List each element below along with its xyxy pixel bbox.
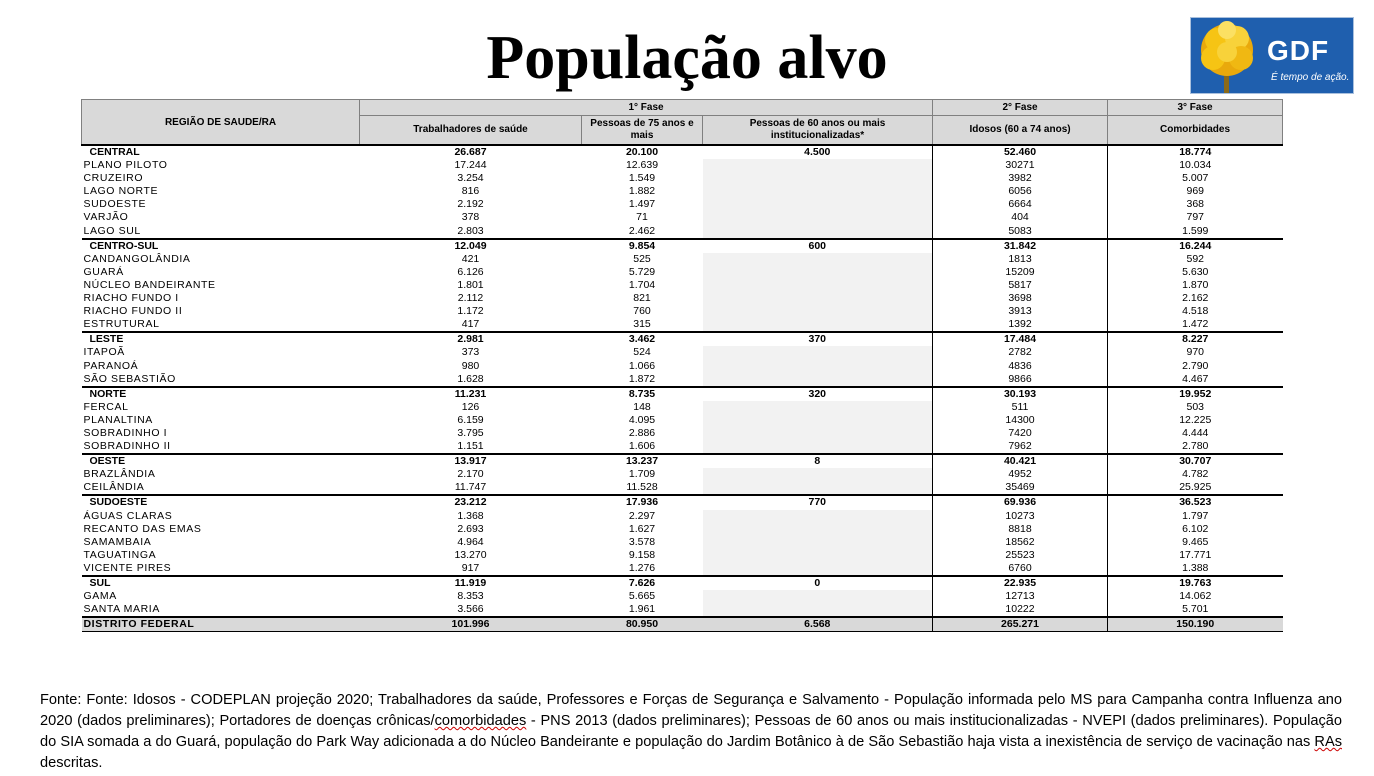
value-cell: 3913	[1008, 305, 1032, 318]
value-cell: 2.803	[457, 224, 484, 237]
value-cell: 525	[633, 252, 651, 265]
value-cell: 404	[1011, 211, 1029, 224]
value-cell: 4.467	[1108, 373, 1283, 387]
value-cell: 12.225	[1108, 414, 1283, 427]
region-name-cell: SAMAMBAIA	[83, 535, 152, 548]
population-table	[81, 99, 1283, 632]
value-cell: 2782	[1008, 346, 1032, 359]
value-cell: 1.368	[457, 509, 484, 522]
table-row	[82, 468, 1283, 481]
value-cell: 1.606	[628, 440, 656, 453]
source-note	[40, 690, 1342, 774]
table-row	[82, 225, 1283, 239]
value-cell: 511	[1011, 400, 1029, 413]
value-cell: 23.212	[360, 495, 582, 509]
value-cell: 1.801	[457, 278, 484, 291]
region-name-cell: CRUZEIRO	[83, 172, 144, 185]
value-cell: 1.870	[1108, 279, 1283, 292]
value-cell: 6.159	[457, 413, 484, 426]
value-cell	[703, 346, 933, 359]
value-cell	[703, 211, 933, 224]
value-cell: 1813	[1008, 252, 1032, 265]
value-cell: 3.795	[457, 426, 484, 439]
region-name-cell: SUDOESTE	[82, 495, 360, 509]
value-cell: 5.701	[1108, 603, 1283, 617]
value-cell	[703, 510, 933, 523]
yellow-tree-icon	[1191, 18, 1267, 94]
region-name-cell: CENTRAL	[82, 145, 360, 159]
value-cell: 4.500	[703, 145, 933, 159]
table-row	[82, 318, 1283, 332]
page-title: População alvo	[486, 24, 888, 92]
value-cell: 3.566	[457, 603, 484, 616]
value-cell: 1.628	[457, 372, 484, 385]
value-cell: 13.270	[454, 548, 487, 561]
value-cell: 524	[633, 346, 651, 359]
table-row	[82, 346, 1283, 359]
source-text-3: - PNS 2013 (dados preliminares); Pessoas de 60 anos ou mais institucionalizadas - NVEPI (dados preliminares). População do SIA somada a do Guará, população do Park Way adicionada a do Núcleo Bandeirante e população do Jardim Botânico à de São Sebastião haja vista a inexistência de serviço de vacinação nas	[40, 713, 1342, 750]
value-cell: 8.735	[582, 387, 703, 401]
value-cell: 1.388	[1108, 562, 1283, 576]
region-name-cell: VICENTE PIRES	[83, 561, 172, 574]
value-cell: 1.472	[1108, 318, 1283, 332]
value-cell: 370	[703, 332, 933, 346]
value-cell: 26.687	[360, 145, 582, 159]
value-cell: 2.170	[457, 468, 484, 481]
value-cell: 4.518	[1108, 305, 1283, 318]
value-cell	[703, 549, 933, 562]
value-cell	[703, 305, 933, 318]
value-cell: 12.049	[360, 239, 582, 253]
value-cell: 3.578	[628, 535, 656, 548]
value-cell: 69.936	[933, 495, 1108, 509]
region-name-cell: NORTE	[82, 387, 360, 401]
value-cell: 13.237	[582, 454, 703, 468]
value-cell: 1.704	[628, 278, 656, 291]
source-text-4: RAs	[1314, 734, 1342, 750]
region-name-cell: CEILÂNDIA	[83, 481, 145, 494]
logo-text: GDF	[1267, 35, 1330, 66]
value-cell: 7.626	[582, 576, 703, 590]
value-cell: 35469	[1005, 481, 1035, 494]
value-cell: 148	[633, 400, 651, 413]
table-row	[82, 562, 1283, 576]
value-cell: 5.007	[1108, 172, 1283, 185]
phase-1-header: 1° Fase	[360, 100, 933, 116]
value-cell: 2.462	[628, 224, 656, 237]
value-cell: 52.460	[933, 145, 1108, 159]
value-cell: 5817	[1008, 278, 1032, 291]
value-cell: 7420	[1008, 426, 1032, 439]
value-cell	[703, 401, 933, 414]
value-cell: 150.190	[1108, 617, 1283, 632]
region-group-row	[82, 239, 1283, 253]
value-cell: 1392	[1008, 318, 1032, 331]
region-name-cell: SOBRADINHO I	[83, 426, 168, 439]
value-cell: 9.158	[628, 548, 656, 561]
value-cell: 980	[461, 359, 480, 372]
value-cell: 2.790	[1108, 360, 1283, 373]
table-row	[82, 536, 1283, 549]
table-row	[82, 360, 1283, 373]
region-group-row	[82, 332, 1283, 346]
value-cell: 40.421	[933, 454, 1108, 468]
source-text-5: descritas.	[40, 755, 103, 771]
region-name-cell: RECANTO DAS EMAS	[83, 522, 202, 535]
value-cell: 11.919	[360, 576, 582, 590]
value-cell: 1.627	[628, 522, 656, 535]
table-row	[82, 211, 1283, 224]
value-cell: 265.271	[933, 617, 1108, 632]
value-cell: 2.780	[1108, 440, 1283, 454]
table-row	[82, 590, 1283, 603]
table-row	[82, 185, 1283, 198]
region-name-cell: ÁGUAS CLARAS	[83, 509, 173, 522]
region-name-cell: GUARÁ	[83, 265, 124, 278]
region-group-row	[82, 454, 1283, 468]
value-cell: 421	[461, 252, 480, 265]
table-row	[82, 159, 1283, 172]
value-cell: 8.353	[457, 590, 484, 603]
region-name-cell: LAGO SUL	[83, 224, 141, 237]
value-cell: 25523	[1005, 548, 1035, 561]
table-row	[82, 549, 1283, 562]
table-row	[82, 172, 1283, 185]
region-group-row	[82, 495, 1283, 509]
value-cell	[703, 159, 933, 172]
value-cell: 10222	[1005, 603, 1035, 616]
value-cell: 3982	[1008, 172, 1032, 185]
value-cell: 36.523	[1108, 495, 1283, 509]
region-name-cell: VARJÃO	[83, 211, 129, 224]
value-cell: 503	[1108, 401, 1283, 414]
value-cell: 4952	[1008, 468, 1032, 481]
value-cell: 1.882	[628, 185, 656, 198]
value-cell	[703, 266, 933, 279]
col-institutionalized: Pessoas de 60 anos ou mais institucionalizadas*	[703, 116, 933, 146]
value-cell: 368	[1108, 198, 1283, 211]
value-cell: 1.172	[457, 305, 484, 318]
value-cell: 5.729	[628, 265, 656, 278]
table-row	[82, 373, 1283, 387]
table-row	[82, 401, 1283, 414]
value-cell: 71	[636, 211, 648, 224]
value-cell	[703, 562, 933, 576]
value-cell	[703, 373, 933, 387]
region-name-cell: PARANOÁ	[83, 359, 139, 372]
value-cell: 970	[1108, 346, 1283, 359]
table-row	[82, 292, 1283, 305]
value-cell: 797	[1108, 211, 1283, 224]
value-cell: 10273	[1005, 509, 1035, 522]
region-group-row	[82, 576, 1283, 590]
table-row	[82, 427, 1283, 440]
region-group-row	[82, 387, 1283, 401]
region-name-cell: SOBRADINHO II	[83, 440, 171, 453]
value-cell: 2.192	[457, 198, 484, 211]
value-cell: 917	[461, 561, 480, 574]
value-cell: 1.276	[628, 561, 656, 574]
value-cell	[703, 590, 933, 603]
region-name-cell: OESTE	[82, 454, 360, 468]
value-cell: 4.782	[1108, 468, 1283, 481]
value-cell	[703, 414, 933, 427]
region-group-row	[82, 145, 1283, 159]
value-cell: 14300	[1005, 413, 1035, 426]
phase-2-header: 2° Fase	[933, 100, 1108, 116]
region-name-cell: SÃO SEBASTIÃO	[83, 372, 176, 385]
value-cell	[703, 185, 933, 198]
value-cell: 2.886	[628, 426, 656, 439]
value-cell: 9.465	[1108, 536, 1283, 549]
value-cell: 6664	[1008, 198, 1032, 211]
value-cell	[703, 360, 933, 373]
value-cell: 8818	[1008, 522, 1032, 535]
value-cell: 4.444	[1108, 427, 1283, 440]
value-cell: 4836	[1008, 359, 1032, 372]
value-cell: 16.244	[1108, 239, 1283, 253]
phase-3-header: 3° Fase	[1108, 100, 1283, 116]
value-cell: 11.528	[626, 481, 658, 494]
value-cell: 11.747	[454, 481, 487, 494]
value-cell: 19.952	[1108, 387, 1283, 401]
value-cell: 3.254	[457, 172, 484, 185]
value-cell	[703, 523, 933, 536]
region-name-cell: DISTRITO FEDERAL	[82, 617, 360, 632]
region-name-cell: TAGUATINGA	[83, 548, 157, 561]
value-cell: 17.936	[582, 495, 703, 509]
value-cell: 10.034	[1108, 159, 1283, 172]
value-cell: 320	[703, 387, 933, 401]
value-cell: 2.162	[1108, 292, 1283, 305]
value-cell: 14.062	[1108, 590, 1283, 603]
table-row	[82, 253, 1283, 266]
value-cell: 5083	[1008, 224, 1032, 237]
value-cell: 1.872	[628, 372, 656, 385]
region-name-cell: SUDOESTE	[83, 198, 147, 211]
value-cell	[703, 198, 933, 211]
value-cell: 1.961	[628, 603, 656, 616]
value-cell	[703, 603, 933, 617]
region-name-cell: RIACHO FUNDO II	[83, 305, 183, 318]
table-row	[82, 440, 1283, 454]
value-cell: 1.797	[1108, 510, 1283, 523]
region-name-cell: BRAZLÂNDIA	[83, 468, 156, 481]
table-row	[82, 279, 1283, 292]
table-row	[82, 510, 1283, 523]
region-name-cell: LESTE	[82, 332, 360, 346]
value-cell	[703, 318, 933, 332]
col-comorbidities: Comorbidades	[1108, 116, 1283, 146]
value-cell: 30271	[1005, 159, 1035, 172]
value-cell	[703, 536, 933, 549]
value-cell: 315	[633, 318, 651, 331]
value-cell: 12.639	[625, 159, 659, 172]
value-cell: 18.774	[1108, 145, 1283, 159]
region-name-cell: PLANO PILOTO	[83, 159, 168, 172]
value-cell: 1.549	[628, 172, 656, 185]
value-cell	[703, 292, 933, 305]
source-text-1: Fonte: Fonte: Idosos - CODEPLAN projeção 2020; Trabalhadores da saúde, Professores e Forças de Segurança e Salvamento - População informada pelo MS para Campanha contra Influenza ano 2020 (dados preliminares); Portadores de doenças crônicas/	[40, 692, 1342, 729]
value-cell: 5.630	[1108, 266, 1283, 279]
value-cell: 0	[703, 576, 933, 590]
value-cell: 3.462	[582, 332, 703, 346]
col-age-75-plus: Pessoas de 75 anos e mais	[582, 116, 703, 146]
value-cell: 13.917	[360, 454, 582, 468]
value-cell: 11.231	[360, 387, 582, 401]
table-row	[82, 481, 1283, 495]
value-cell: 12713	[1005, 590, 1035, 603]
value-cell: 6.568	[703, 617, 933, 632]
value-cell: 6056	[1008, 185, 1032, 198]
value-cell: 6760	[1008, 561, 1032, 574]
region-header: REGIÃO DE SAUDE/RA	[82, 100, 360, 146]
value-cell: 9.854	[582, 239, 703, 253]
value-cell: 1.066	[628, 359, 656, 372]
value-cell	[703, 172, 933, 185]
value-cell: 4.095	[628, 413, 656, 426]
value-cell: 8.227	[1108, 332, 1283, 346]
value-cell: 378	[461, 211, 480, 224]
value-cell: 3698	[1008, 292, 1032, 305]
table-row	[82, 414, 1283, 427]
region-name-cell: ITAPOÃ	[83, 346, 125, 359]
value-cell: 15209	[1005, 265, 1035, 278]
value-cell: 22.935	[933, 576, 1108, 590]
value-cell: 417	[461, 318, 480, 331]
value-cell: 9866	[1008, 372, 1032, 385]
value-cell: 4.964	[457, 535, 484, 548]
col-elderly-60-74: Idosos (60 a 74 anos)	[933, 116, 1108, 146]
value-cell: 8	[703, 454, 933, 468]
value-cell: 17.484	[933, 332, 1108, 346]
value-cell	[703, 253, 933, 266]
region-name-cell: CANDANGOLÂNDIA	[83, 252, 191, 265]
region-name-cell: SANTA MARIA	[83, 603, 160, 616]
value-cell: 2.981	[360, 332, 582, 346]
value-cell	[703, 440, 933, 454]
region-name-cell: SUL	[82, 576, 360, 590]
table-row	[82, 523, 1283, 536]
value-cell	[703, 279, 933, 292]
value-cell: 1.151	[457, 440, 484, 453]
value-cell: 1.709	[628, 468, 656, 481]
value-cell: 7962	[1008, 440, 1032, 453]
value-cell: 6.126	[457, 265, 484, 278]
value-cell: 2.112	[457, 292, 484, 305]
value-cell: 31.842	[933, 239, 1108, 253]
col-health-workers: Trabalhadores de saúde	[360, 116, 582, 146]
region-name-cell: RIACHO FUNDO I	[83, 292, 179, 305]
value-cell: 25.925	[1108, 481, 1283, 495]
value-cell: 17.771	[1108, 549, 1283, 562]
value-cell: 5.665	[628, 590, 656, 603]
value-cell	[703, 481, 933, 495]
value-cell: 18562	[1005, 535, 1035, 548]
value-cell	[703, 468, 933, 481]
logo-tagline: É tempo de ação.	[1271, 72, 1350, 83]
table-row	[82, 603, 1283, 617]
value-cell	[703, 427, 933, 440]
value-cell: 1.599	[1108, 225, 1283, 239]
region-name-cell: LAGO NORTE	[83, 185, 159, 198]
value-cell: 80.950	[582, 617, 703, 632]
region-name-cell: CENTRO-SUL	[82, 239, 360, 253]
value-cell: 19.763	[1108, 576, 1283, 590]
value-cell: 770	[703, 495, 933, 509]
value-cell: 20.100	[582, 145, 703, 159]
value-cell: 126	[461, 400, 480, 413]
value-cell: 30.707	[1108, 454, 1283, 468]
gdf-logo	[1190, 17, 1354, 94]
value-cell: 821	[633, 292, 651, 305]
value-cell: 969	[1108, 185, 1283, 198]
value-cell: 30.193	[933, 387, 1108, 401]
value-cell: 816	[461, 185, 480, 198]
region-name-cell: FERCAL	[83, 400, 129, 413]
value-cell: 101.996	[360, 617, 582, 632]
table-row	[82, 305, 1283, 318]
value-cell: 2.693	[457, 522, 484, 535]
value-cell: 760	[633, 305, 651, 318]
value-cell: 1.497	[628, 198, 656, 211]
region-name-cell: PLANALTINA	[83, 413, 153, 426]
table-row	[82, 266, 1283, 279]
table-row	[82, 198, 1283, 211]
region-name-cell: GAMA	[83, 590, 117, 603]
value-cell: 6.102	[1108, 523, 1283, 536]
source-text-2: comorbidades	[434, 713, 527, 729]
value-cell: 373	[461, 346, 480, 359]
value-cell: 592	[1108, 253, 1283, 266]
region-name-cell: NÚCLEO BANDEIRANTE	[83, 278, 216, 291]
total-row	[82, 617, 1283, 632]
value-cell: 17.244	[454, 159, 487, 172]
value-cell: 600	[703, 239, 933, 253]
region-name-cell: ESTRUTURAL	[83, 318, 160, 331]
value-cell	[703, 225, 933, 239]
value-cell: 2.297	[628, 509, 656, 522]
